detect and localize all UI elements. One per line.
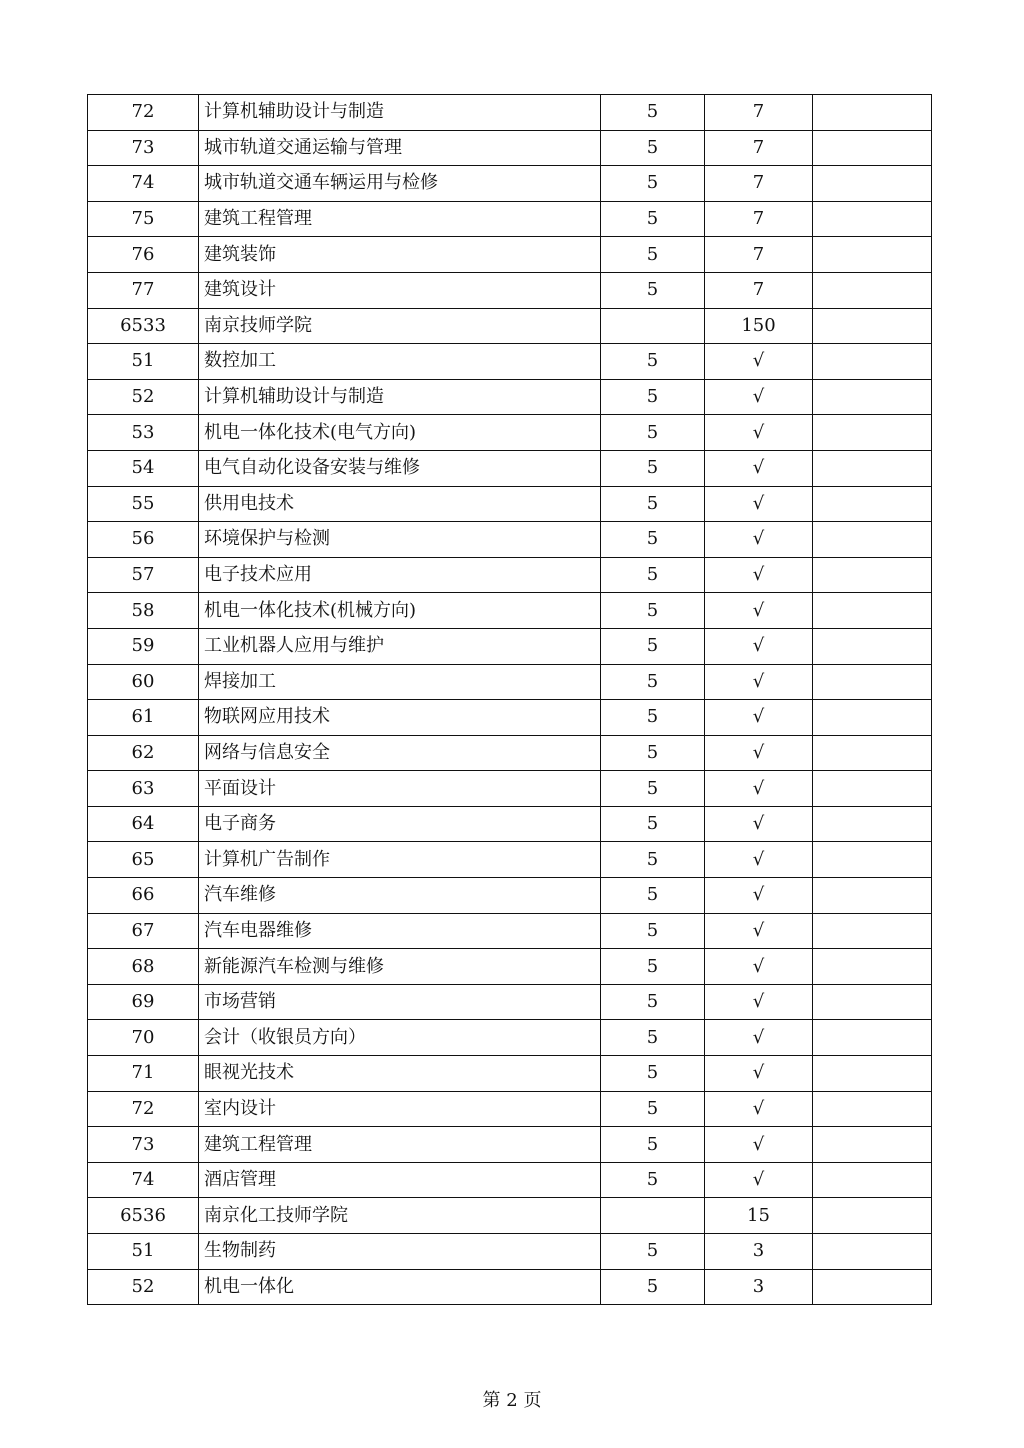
cell-name: 会计（收银员方向） <box>199 1020 601 1056</box>
cell-years: 5 <box>601 984 705 1020</box>
cell-name: 室内设计 <box>199 1091 601 1127</box>
cell-code: 57 <box>88 557 199 593</box>
cell-years: 5 <box>601 344 705 380</box>
cell-name: 计算机辅助设计与制造 <box>199 95 601 131</box>
cell-code: 63 <box>88 771 199 807</box>
cell-code: 64 <box>88 806 199 842</box>
table-row <box>88 272 932 308</box>
cell-years: 5 <box>601 913 705 949</box>
cell-plan: √ <box>705 450 813 486</box>
table-row <box>88 1162 932 1198</box>
cell-plan: √ <box>705 842 813 878</box>
cell-note <box>813 1127 932 1163</box>
cell-note <box>813 344 932 380</box>
cell-note <box>813 95 932 131</box>
cell-note <box>813 700 932 736</box>
cell-code: 72 <box>88 95 199 131</box>
cell-years: 5 <box>601 1162 705 1198</box>
cell-note <box>813 1234 932 1270</box>
cell-name: 市场营销 <box>199 984 601 1020</box>
cell-code: 77 <box>88 272 199 308</box>
table-row <box>88 237 932 273</box>
cell-name: 建筑工程管理 <box>199 1127 601 1163</box>
cell-name: 建筑工程管理 <box>199 201 601 237</box>
cell-name: 环境保护与检测 <box>199 522 601 558</box>
table-row <box>88 1020 932 1056</box>
cell-name: 平面设计 <box>199 771 601 807</box>
table-row <box>88 486 932 522</box>
cell-years: 5 <box>601 628 705 664</box>
table-row <box>88 379 932 415</box>
cell-code: 65 <box>88 842 199 878</box>
cell-note <box>813 1091 932 1127</box>
table-row <box>88 95 932 131</box>
cell-plan: 7 <box>705 130 813 166</box>
cell-note <box>813 1198 932 1234</box>
table-row <box>88 415 932 451</box>
cell-plan: √ <box>705 415 813 451</box>
cell-name: 汽车维修 <box>199 878 601 914</box>
cell-name: 电子商务 <box>199 806 601 842</box>
cell-name: 数控加工 <box>199 344 601 380</box>
table-row <box>88 913 932 949</box>
cell-note <box>813 949 932 985</box>
cell-years: 5 <box>601 842 705 878</box>
table-row <box>88 700 932 736</box>
table-row <box>88 1234 932 1270</box>
cell-note <box>813 557 932 593</box>
cell-years: 5 <box>601 95 705 131</box>
cell-plan: √ <box>705 735 813 771</box>
table-row <box>88 735 932 771</box>
table-row <box>88 1091 932 1127</box>
cell-name: 汽车电器维修 <box>199 913 601 949</box>
table-row <box>88 593 932 629</box>
cell-code: 6536 <box>88 1198 199 1234</box>
cell-years: 5 <box>601 1091 705 1127</box>
cell-code: 76 <box>88 237 199 273</box>
table-row <box>88 1127 932 1163</box>
cell-years: 5 <box>601 1127 705 1163</box>
cell-years <box>601 1198 705 1234</box>
cell-note <box>813 664 932 700</box>
table-row <box>88 450 932 486</box>
cell-note <box>813 450 932 486</box>
cell-note <box>813 913 932 949</box>
cell-years: 5 <box>601 1269 705 1305</box>
cell-name: 供用电技术 <box>199 486 601 522</box>
table-row <box>88 130 932 166</box>
cell-name: 机电一体化技术(机械方向) <box>199 593 601 629</box>
table-row <box>88 842 932 878</box>
cell-name: 建筑设计 <box>199 272 601 308</box>
cell-years: 5 <box>601 1056 705 1092</box>
enrollment-table <box>87 94 932 1305</box>
cell-code: 66 <box>88 878 199 914</box>
cell-code: 6533 <box>88 308 199 344</box>
cell-code: 51 <box>88 344 199 380</box>
cell-plan: √ <box>705 379 813 415</box>
cell-years: 5 <box>601 415 705 451</box>
cell-code: 52 <box>88 1269 199 1305</box>
cell-code: 73 <box>88 1127 199 1163</box>
cell-plan: 7 <box>705 95 813 131</box>
cell-years: 5 <box>601 806 705 842</box>
cell-plan: √ <box>705 522 813 558</box>
cell-plan: √ <box>705 1127 813 1163</box>
cell-code: 54 <box>88 450 199 486</box>
cell-plan: 3 <box>705 1269 813 1305</box>
cell-code: 67 <box>88 913 199 949</box>
cell-name: 工业机器人应用与维护 <box>199 628 601 664</box>
cell-note <box>813 984 932 1020</box>
cell-years: 5 <box>601 1020 705 1056</box>
cell-note <box>813 272 932 308</box>
cell-note <box>813 1162 932 1198</box>
cell-note <box>813 486 932 522</box>
cell-years: 5 <box>601 1234 705 1270</box>
cell-years: 5 <box>601 700 705 736</box>
cell-code: 59 <box>88 628 199 664</box>
cell-code: 51 <box>88 1234 199 1270</box>
cell-name: 计算机辅助设计与制造 <box>199 379 601 415</box>
cell-plan: √ <box>705 1020 813 1056</box>
cell-note <box>813 1056 932 1092</box>
cell-note <box>813 130 932 166</box>
cell-plan: √ <box>705 1091 813 1127</box>
cell-plan: 7 <box>705 237 813 273</box>
table-row <box>88 1198 932 1234</box>
cell-name: 机电一体化技术(电气方向) <box>199 415 601 451</box>
cell-note <box>813 771 932 807</box>
cell-years: 5 <box>601 878 705 914</box>
cell-code: 71 <box>88 1056 199 1092</box>
cell-code: 68 <box>88 949 199 985</box>
cell-plan: √ <box>705 628 813 664</box>
cell-plan: √ <box>705 984 813 1020</box>
cell-code: 69 <box>88 984 199 1020</box>
cell-note <box>813 735 932 771</box>
table-body <box>88 95 932 1305</box>
cell-plan: √ <box>705 344 813 380</box>
cell-name: 机电一体化 <box>199 1269 601 1305</box>
cell-note <box>813 842 932 878</box>
cell-plan: √ <box>705 878 813 914</box>
cell-code: 62 <box>88 735 199 771</box>
cell-years: 5 <box>601 771 705 807</box>
cell-name: 酒店管理 <box>199 1162 601 1198</box>
cell-plan: √ <box>705 557 813 593</box>
cell-note <box>813 379 932 415</box>
table-row <box>88 308 932 344</box>
cell-name: 城市轨道交通运输与管理 <box>199 130 601 166</box>
cell-years: 5 <box>601 450 705 486</box>
cell-code: 55 <box>88 486 199 522</box>
cell-name: 网络与信息安全 <box>199 735 601 771</box>
cell-years: 5 <box>601 166 705 202</box>
cell-plan: 3 <box>705 1234 813 1270</box>
cell-plan: 7 <box>705 201 813 237</box>
cell-plan: √ <box>705 806 813 842</box>
cell-plan: 150 <box>705 308 813 344</box>
cell-years: 5 <box>601 272 705 308</box>
cell-years: 5 <box>601 557 705 593</box>
cell-plan: √ <box>705 771 813 807</box>
cell-plan: √ <box>705 700 813 736</box>
table-row <box>88 166 932 202</box>
cell-plan: √ <box>705 1056 813 1092</box>
cell-plan: √ <box>705 949 813 985</box>
table-row <box>88 771 932 807</box>
cell-note <box>813 878 932 914</box>
cell-code: 56 <box>88 522 199 558</box>
cell-note <box>813 415 932 451</box>
cell-name: 物联网应用技术 <box>199 700 601 736</box>
cell-note <box>813 166 932 202</box>
cell-code: 75 <box>88 201 199 237</box>
cell-plan: 7 <box>705 272 813 308</box>
cell-code: 61 <box>88 700 199 736</box>
cell-code: 52 <box>88 379 199 415</box>
cell-note <box>813 522 932 558</box>
cell-name: 新能源汽车检测与维修 <box>199 949 601 985</box>
cell-code: 60 <box>88 664 199 700</box>
cell-years: 5 <box>601 130 705 166</box>
cell-name: 建筑装饰 <box>199 237 601 273</box>
cell-years: 5 <box>601 237 705 273</box>
cell-years <box>601 308 705 344</box>
table-row <box>88 1269 932 1305</box>
cell-name: 焊接加工 <box>199 664 601 700</box>
cell-note <box>813 806 932 842</box>
cell-plan: √ <box>705 664 813 700</box>
cell-plan: √ <box>705 1162 813 1198</box>
table-row <box>88 522 932 558</box>
table-row <box>88 949 932 985</box>
cell-name: 南京化工技师学院 <box>199 1198 601 1234</box>
table-row <box>88 628 932 664</box>
table-row <box>88 664 932 700</box>
cell-note <box>813 1269 932 1305</box>
cell-code: 74 <box>88 1162 199 1198</box>
cell-name: 南京技师学院 <box>199 308 601 344</box>
cell-note <box>813 201 932 237</box>
cell-code: 74 <box>88 166 199 202</box>
cell-code: 58 <box>88 593 199 629</box>
cell-years: 5 <box>601 201 705 237</box>
cell-code: 53 <box>88 415 199 451</box>
cell-name: 眼视光技术 <box>199 1056 601 1092</box>
cell-years: 5 <box>601 486 705 522</box>
cell-note <box>813 308 932 344</box>
cell-note <box>813 628 932 664</box>
table-row <box>88 878 932 914</box>
cell-years: 5 <box>601 664 705 700</box>
table-row <box>88 806 932 842</box>
table-row <box>88 557 932 593</box>
cell-code: 73 <box>88 130 199 166</box>
table-row <box>88 984 932 1020</box>
cell-name: 电气自动化设备安装与维修 <box>199 450 601 486</box>
table-row <box>88 1056 932 1092</box>
table-row <box>88 201 932 237</box>
cell-code: 72 <box>88 1091 199 1127</box>
cell-code: 70 <box>88 1020 199 1056</box>
cell-note <box>813 1020 932 1056</box>
page-number: 第 2 页 <box>482 1390 542 1411</box>
cell-plan: √ <box>705 913 813 949</box>
cell-years: 5 <box>601 735 705 771</box>
cell-plan: 15 <box>705 1198 813 1234</box>
cell-years: 5 <box>601 593 705 629</box>
cell-plan: √ <box>705 593 813 629</box>
cell-years: 5 <box>601 379 705 415</box>
cell-name: 计算机广告制作 <box>199 842 601 878</box>
cell-name: 生物制药 <box>199 1234 601 1270</box>
cell-name: 城市轨道交通车辆运用与检修 <box>199 166 601 202</box>
cell-plan: √ <box>705 486 813 522</box>
table-row <box>88 344 932 380</box>
cell-note <box>813 237 932 273</box>
cell-name: 电子技术应用 <box>199 557 601 593</box>
cell-plan: 7 <box>705 166 813 202</box>
cell-years: 5 <box>601 522 705 558</box>
cell-years: 5 <box>601 949 705 985</box>
cell-note <box>813 593 932 629</box>
